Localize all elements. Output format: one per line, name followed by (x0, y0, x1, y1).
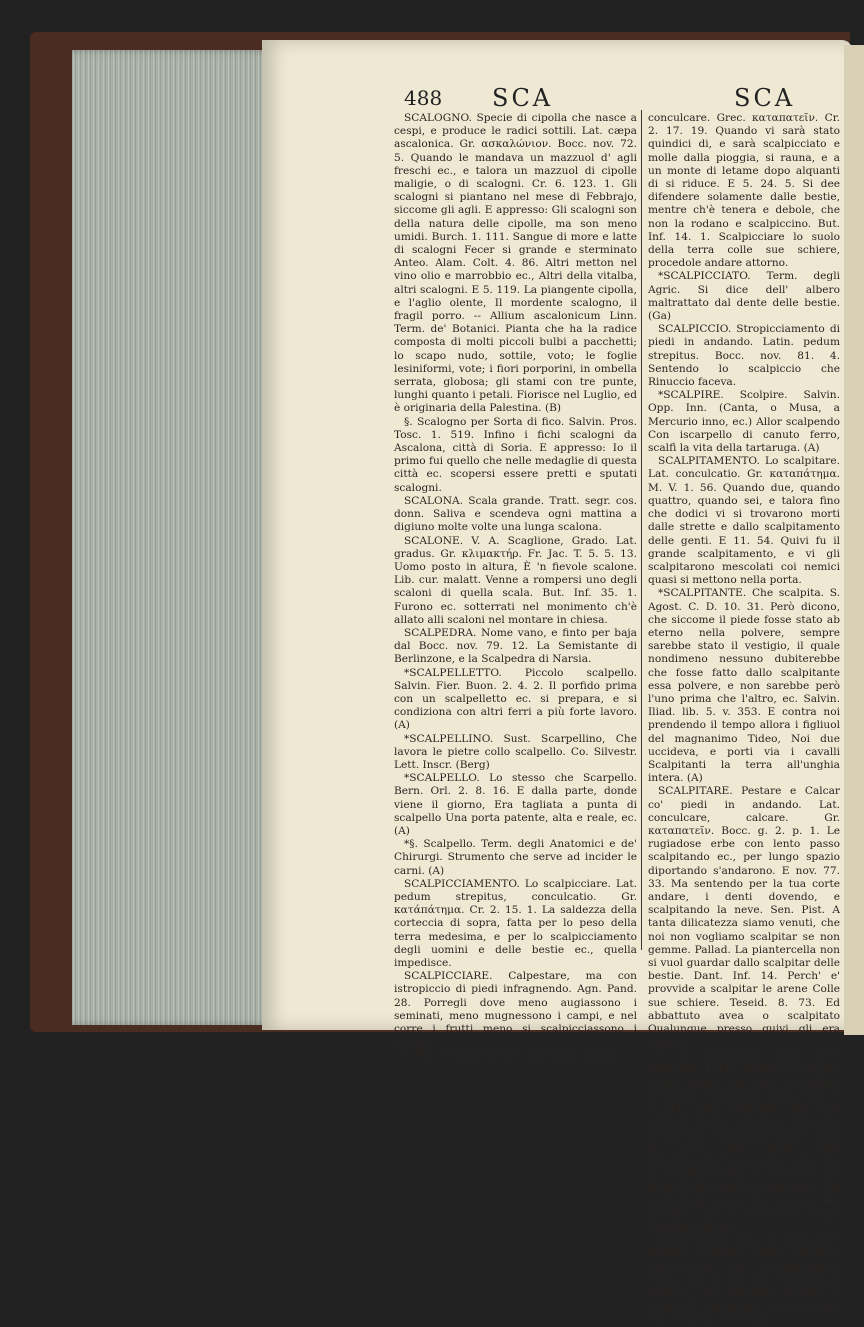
entry-paragraph: *SCALPELLINO. Sust. Scarpellino, Che lavora le pietre collo scalpello. Co. Silvestr. Lett. Inscr. (Berg) (394, 732, 637, 771)
page-number: 488 (404, 86, 443, 110)
entry-paragraph: *SCALPIRE. Scolpire. Salvin. Opp. Inn. (Canta, o Musa, a Mercurio inno, ec.) Allor scalpendo Con iscarpello di canuto ferro, scalfì la vita della tartaruga. (A) (648, 389, 840, 455)
entry-paragraph: SCALPITATO. Add. da Scalpitare. Pestato, Calcato. Latin. calcatus, conculcatus. Gr. καταπατηθείς. Franc. Sacch. nov. 146. Sentendo il romore, ed essendo sospesi e scalpitati, menavano loro bastoni. Vit. S. Girol. Sotterrati (648, 1234, 840, 1326)
entry-paragraph: SCALPICCIO. Stropicciamento di piedi in andando. Latin. pedum strepitus. Bocc. nov. 81. 4. Sentendo lo scalpiccio che Rinuccio faceva. (648, 323, 840, 389)
column-rule (641, 110, 642, 950)
entry-paragraph: *SCALPITANTE. Che scalpita. S. Agost. C. D. 10. 31. Però dicono, che siccome il piede fosse stato ab eterno nella polvere, sempre sarebbe stato il vestigio, il quale nondimeno nessuno dubiterebbe che fosse fatto dallo scalpitante essa polvere, e non sarebbe però l'uno prima che l'altro, ec. Salvin. Iliad. lib. 5. v. 353. E contra noi prendendo il tempo allora i figliuol del magnanimo Tideo, Noi due uccideva, e porti via i cavalli Scalpitanti la terra all'unghia intera. (A) (648, 587, 840, 785)
running-head-right: SCA (734, 84, 796, 112)
entry-paragraph: SCALPICCIARE. Calpestare, ma con istropiccio di piedi infragnendo. Agn. Pand. 28. Porregli dove meno augiassono i seminati, meno mugnessono i campi, e nel corre i frutti meno si scalpicciassono i lavorii. (394, 970, 637, 1049)
entry-paragraph: SCALPITARE. Pestare e Calcar co' piedi in andando. Lat. conculcare, calcare. Gr. καταπατεῖν. Bocc. g. 2. p. 1. Le rugiadose erbe con lento passo scalpitando ec., per lungo spazio diportando s'andarono. E nov. 77. 33. Ma sentendo per la tua corte andare, i denti dovendo, e scalpitando la neve. Sen. Pist. A tanta dilicatezza siamo venuti, che noi non vogliamo scalpitar se non gemme. Pallad. La piantercella non si vuol guardar dallo scalpitar delle bestie. Dant. Inf. 14. Perch' e' provvide a scalpitar le arene Colle sue schiere. Teseid. 8. 73. Ed abbattuto avea o scalpitato Qualunque presso quivi gli era andato. (648, 785, 840, 1049)
entry-paragraph: *SCALPICCIATO. Term. degli Agric. Si dice dell' albero maltrattato dal dente delle bestie. (Ga) (648, 270, 840, 323)
entry-paragraph: SCALOGNO. Specie di cipolla che nasce a cespi, e produce le radici sottili. Lat. cæpa ascalonica. Gr. ασκαλώνιον. Bocc. nov. 72. 5. Quando le mandava un mazzuol d' agli freschi ec., e talora un mazzuol di cipolle maligie, o di scalogni. Cr. 6. 123. 1. Gli scalogni si piantano nel mese di Febbrajo, siccome gli agli. E appresso: Gli scalogni son della natura delle cipolle, ma son meno umidi. Burch. 1. 111. Sangue di more e latte di scalogni Fecer si grande e sterminato Anteo. Alam. Colt. 4. 86. Altri metton nel vino olio e marrobbio ec., Altri della vitalba, altri scalogni. E 5. 119. La piangente cipolla, e l'aglio olente, Il mordente scalogno, il fragil porro. -- Allium ascalonicum Linn. Term. de' Botanici. Pianta che ha la radice composta di molti piccoli bulbi a pacchetti; lo scapo nudo, sottile, voto; le foglie lesiniformi, vote; i fiori porporini, in ombella serrata, globosa; gli stami con tre punte, lunghi quanto i petali. Fiorisce nel Luglio, ed è originaria della Palestina. (B) (394, 112, 637, 415)
entry-paragraph: conculcare. Grec. καταπατεῖν. Cr. 2. 17. 19. Quando vi sarà stato quindici di, e sarà scalpicciato e molle dalla pioggia, si rauna, e a un monte di letame dopo alquanti di si riduce. E 5. 24. 5. Si dee difendere solamente dalle bestie, mentre ch'è tenera e debole, che non la rodano e scalpiccino. But. Inf. 14. 1. Scalpicciare lo suolo della terra colle sue schiere, procedole andare attorno. (648, 112, 840, 270)
entry-paragraph: §. Per Semplicemente calpestare. Latin. (404, 1049, 618, 1062)
entry-paragraph: §. E figuratam. Lab. 294. Aristotile, Tullio, Virgilio ec. erano, come fango, da loro scalpitati, schierniti e annullati. Amm. Ant. 4. 3. 14. Sono alquanti, che con sollicito studio cercano e truovano li spirituali comandamenti ne' quali le cose, alle quali collo 'ntendimento trapassano, colla vita le scalpitano. Mor. S. Greg. 31. 13. Questa tale morte si può dire che scalpiti gli uomini rei, siccome Re, quando già il possente senza contrasto alcuno. (648, 1049, 840, 1234)
entry-paragraph: *SCALPELLO. Lo stesso che Scarpello. Bern. Orl. 2. 8. 16. E dalla parte, donde viene il giorno, Era tagliata a punta di scalpello Una porta patente, alta e reale, ec. (A) (394, 772, 637, 837)
entry-paragraph: SCALONA. Scala grande. Tratt. segr. cos. donn. Saliva e scendeva ogni mattina a digiuno molte volte una lunga scalona. (394, 494, 637, 534)
entry-paragraph: *SCALPELLETTO. Piccolo scalpello. Salvin. Fier. Buon. 2. 4. 2. Il porfido prima con un scalpelletto ec. si prepara, e si condiziona con altri ferri a più forte lavoro. (A) (394, 666, 637, 732)
entry-paragraph: SCALPEDRA. Nome vano, e finto per baja dal Bocc. nov. 79. 12. La Semistante di Berlinzone, e la Scalpedra di Narsia. (394, 626, 637, 666)
left-column (394, 112, 637, 1062)
running-head-left: SCA (492, 84, 554, 112)
entry-paragraph: *§. Scalpello. Term. degli Anatomici e de' Chirurgi. Strumento che serve ad incider le carni. (A) (394, 838, 637, 877)
right-column (648, 112, 840, 1326)
entry-paragraph: SCALPITAMENTO. Lo scalpitare. Lat. conculcatio. Gr. καταπάτημα. M. V. 1. 56. Quando due, quando quattro, quando sei, e talora fino che dodici vi si trovarono morti dalle strette e dallo scalpitamento delle genti. E 11. 54. Quivi fu il grande scalpitamento, e vi gli scalpitarono mescolati coi nemici quasi si mettono nella porta. (648, 455, 840, 587)
page-block-edge (72, 50, 280, 1025)
facing-page-edge (844, 45, 864, 1035)
entry-paragraph: SCALONE. V. A. Scaglione, Grado. Lat. gradus. Gr. κλιμακτήρ. Fr. Jac. T. 5. 5. 13. Uomo posto in altura, È 'n fievole scalone. Lib. cur. malatt. Venne a rompersi uno degli scaloni di quella scala. But. Inf. 35. 1. Furono ec. sotterrati nel monimento ch'è allato alli scaloni nel montare in chiesa. (394, 534, 637, 626)
entry-paragraph: SCALPICCIAMENTO. Lo scalpicciare. Lat. pedum strepitus, conculcatio. Gr. κατάπάτημα. Cr. 2. 15. 1. La saldezza della corteccia di sopra, fatta per lo peso della terra medesima, e per lo scalpicciamento degli uomini e delle bestie ec., quella impedisce. (394, 877, 637, 969)
entry-paragraph: §. Scalogno per Sorta di fico. Salvin. Pros. Tosc. 1. 519. Infino i fichi scalogni da Ascalona, città di Soria. E appresso: Io il primo fui quello che nelle medaglie di questa città ec. scopersi essere pretti e sputati scalogni. (394, 415, 637, 494)
